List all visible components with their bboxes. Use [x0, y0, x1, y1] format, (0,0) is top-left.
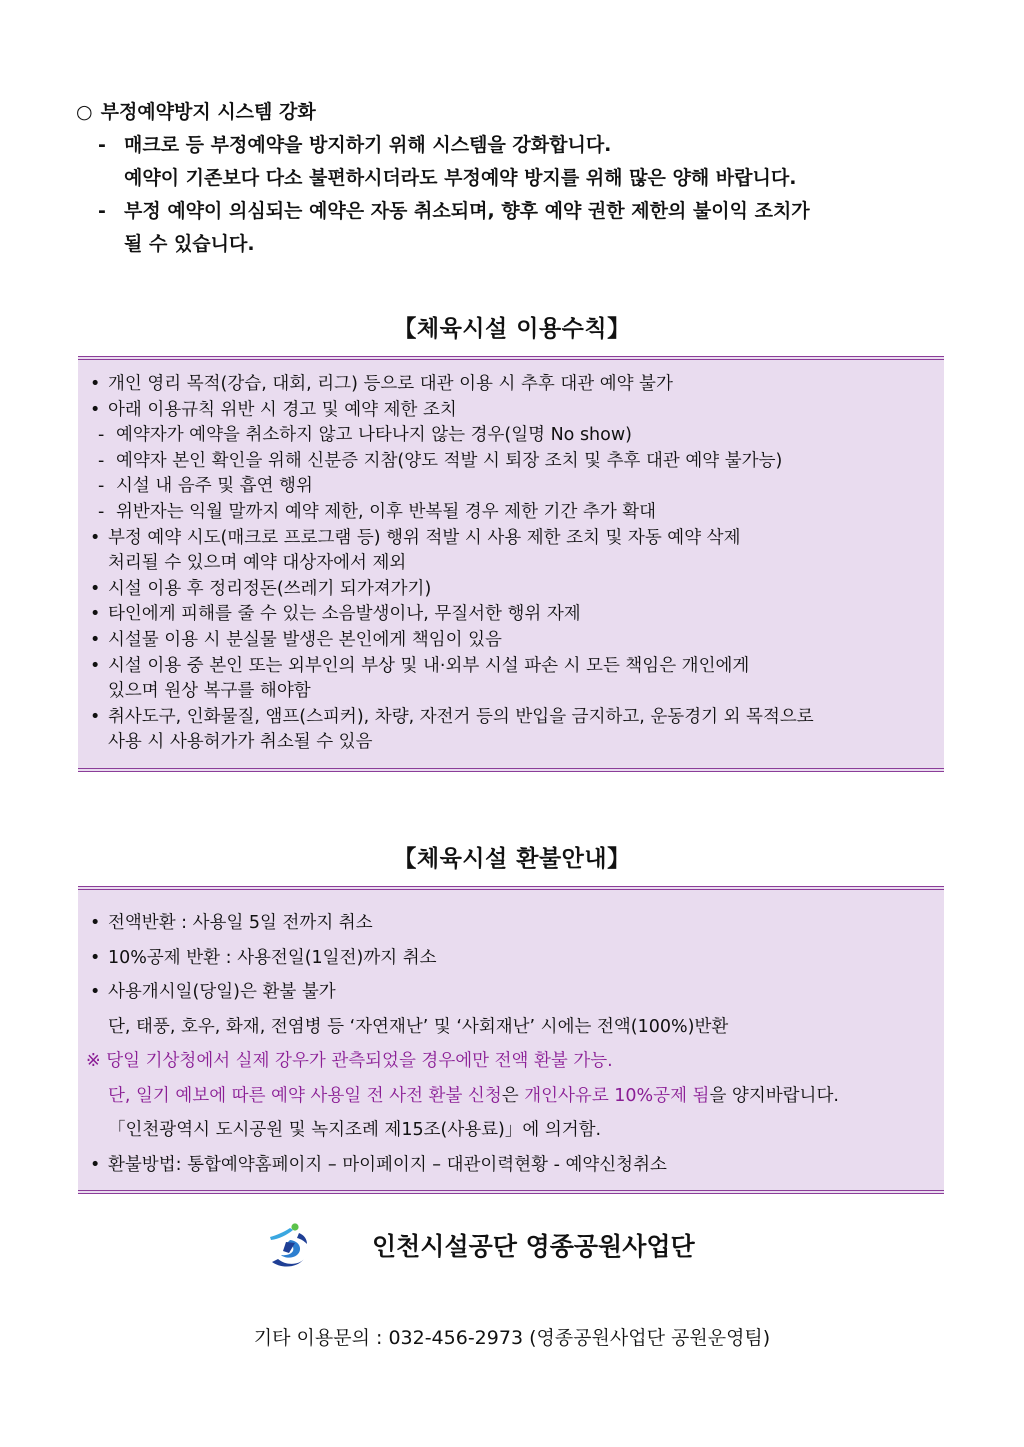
rule-item: • 시설 이용 중 본인 또는 외부인의 부상 및 내·외부 시설 파손 시 모든 책임은 개인에게 — [90, 654, 930, 680]
rule-item: • 시설 이용 후 정리정돈(쓰레기 되가져가기) — [90, 577, 930, 603]
rule-item-continuation: 있으며 원상 복구를 해야함 — [108, 681, 311, 702]
contact-info: 기타 이용문의 : 032-456-2973 (영종공원사업단 공원운영팀) — [253, 1327, 771, 1349]
refund-item: • 사용개시일(당일)은 환불 불가 — [90, 975, 930, 1010]
rule-item: • 아래 이용규칙 위반 시 경고 및 예약 제한 조치 — [90, 398, 930, 424]
rule-item-continuation: 처리될 수 있으며 예약 대상자에서 제외 — [108, 553, 407, 574]
rules-box — [78, 356, 944, 772]
rule-item: • 부정 예약 시도(매크로 프로그램 등) 행위 적발 시 사용 제한 조치 및 자동 예약 삭제 — [90, 526, 930, 552]
rules-title: 【체육시설 이용수칙】 — [393, 316, 631, 342]
refund-weather-note: ※ 당일 기상청에서 실제 강우가 관측되었을 경우에만 전액 환불 가능. — [86, 1051, 613, 1071]
refund-title: 【체육시설 환불안내】 — [393, 846, 631, 872]
notice-line: 예약이 기존보다 다소 불편하시더라도 부정예약 방지를 위해 많은 양해 바랍니다. — [124, 167, 797, 189]
rule-subitem: - 위반자는 익월 말까지 예약 제한, 이후 반복될 경우 제한 기간 추가 확대 — [98, 501, 657, 522]
incheon-facilities-logo-icon — [266, 1222, 312, 1270]
refund-ordinance: 「인천광역시 도시공원 및 녹지조례 제15조(사용료)」에 의거함. — [108, 1120, 602, 1140]
rule-item: • 시설물 이용 시 분실물 발생은 본인에게 책임이 있음 — [90, 628, 930, 654]
refund-advance-note: 단, 일기 예보에 따른 예약 사용일 전 사전 환불 신청은 개인사유로 10%공제 됨을 양지바랍니다. — [108, 1085, 839, 1106]
refund-method: • 환불방법: 통합예약홈페이지 – 마이페이지 – 대관이력현황 - 예약신청취소 — [90, 1148, 930, 1183]
rule-item: • 타인에게 피해를 줄 수 있는 소음발생이나, 무질서한 행위 자제 — [90, 602, 930, 628]
notice-line: - 부정 예약이 의심되는 예약은 자동 취소되며, 향후 예약 권한 제한의 불이익 조치가 — [98, 200, 810, 222]
rule-item: • 취사도구, 인화물질, 앰프(스피커), 차량, 자전거 등의 반입을 금지하고, 운동경기 외 목적으로 — [90, 705, 930, 731]
reservation-notice — [76, 96, 976, 261]
notice-heading: ○ 부정예약방지 시스템 강화 — [76, 101, 316, 123]
rule-subitem: - 예약자 본인 확인을 위해 신분증 지참(양도 적발 시 퇴장 조치 및 추후 대관 예약 불가능) — [98, 450, 783, 471]
rule-subitem: - 시설 내 음주 및 흡연 행위 — [98, 476, 313, 497]
organization-name: 인천시설공단 영종공원사업단 — [372, 1232, 695, 1261]
refund-exception: 단, 태풍, 호우, 화재, 전염병 등 ‘자연재난’ 및 ‘사회재난’ 시에는 전액(100%)반환 — [108, 1016, 729, 1037]
refund-item: • 전액반환 : 사용일 5일 전까지 취소 — [90, 906, 930, 941]
circle-marker: ○ — [76, 101, 93, 123]
rule-subitem: - 예약자가 예약을 취소하지 않고 나타나지 않는 경우(일명 No show) — [98, 425, 632, 446]
refund-box — [78, 886, 944, 1194]
refund-item: • 10%공제 반환 : 사용전일(1일전)까지 취소 — [90, 941, 930, 976]
notice-line: - 매크로 등 부정예약을 방지하기 위해 시스템을 강화합니다. — [98, 134, 612, 156]
rule-item: • 개인 영리 목적(강습, 대회, 리그) 등으로 대관 이용 시 추후 대관 예약 불가 — [90, 372, 930, 398]
rule-item-continuation: 사용 시 사용허가가 취소될 수 있음 — [108, 732, 373, 753]
notice-line: 될 수 있습니다. — [124, 233, 255, 255]
